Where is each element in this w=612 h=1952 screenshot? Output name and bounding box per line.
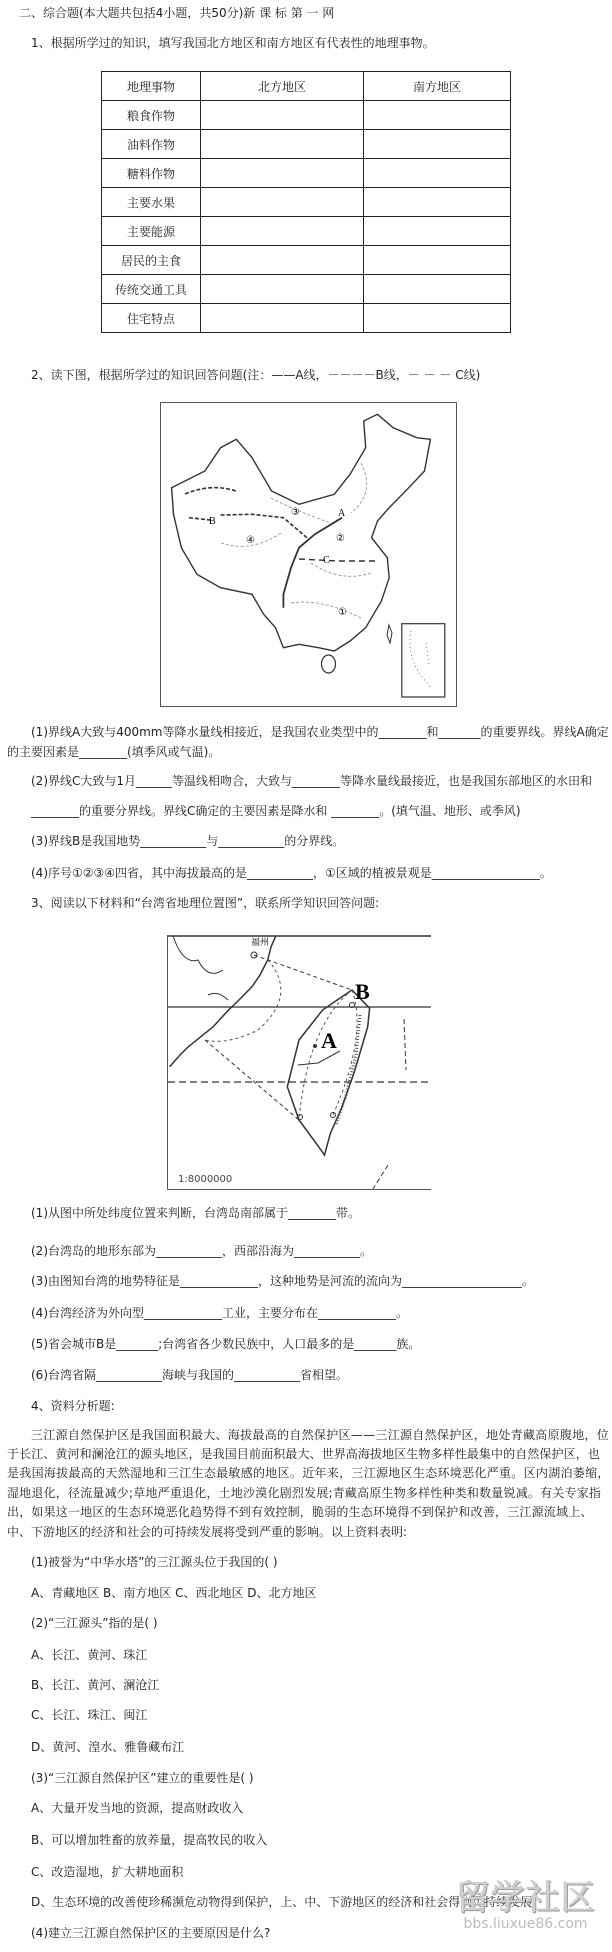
mainland-coast: [170, 937, 276, 1067]
q4-paragraph-line: 于长江、黄河和澜沧江的源头地区，是我国目前面积最大、世界高海拔地区生物多样性最集中的自然保护区，也: [7, 1447, 600, 1461]
answer-cell: [364, 304, 511, 333]
row-label: 主要能源: [102, 217, 201, 246]
map-label-a: A: [321, 1028, 337, 1053]
q4-title: 4、资料分析题:: [31, 1399, 115, 1413]
q3-item-5: (5)省会城市B是_______;台湾省各少数民族中，人口最多的是_______族。: [31, 1337, 421, 1351]
table-row: [102, 188, 511, 217]
map-label-c: C: [323, 555, 330, 566]
answer-cell: [364, 159, 511, 188]
q4-item: B、可以增加牲畜的放养量，提高牧民的收入: [31, 1833, 268, 1847]
table-row: [102, 101, 511, 130]
q2-line-1: (1)界线A大致与400mm等降水量线相接近，是我国农业类型中的________和_______的重要界线。界线A确定: [31, 725, 609, 739]
q4-item: D、黄河、湟水、雅鲁藏布江: [31, 1740, 185, 1754]
table-row: [102, 159, 511, 188]
row-label: 传统交通工具: [102, 275, 201, 304]
answer-cell: [201, 246, 364, 275]
map-label-a: A: [338, 508, 346, 519]
q2-line-5: (3)界线B是我国地势___________与___________的分界线。: [31, 834, 345, 848]
map-label-4: ④: [246, 535, 255, 546]
q2-line-3: (2)界线C大致与1月______等温线相吻合，大致与________等降水量线最接近，也是我国东部地区的水田和: [31, 774, 593, 788]
map-scale: 1:8000000: [178, 1174, 233, 1185]
city-label-fuzhou: 福州: [251, 938, 270, 948]
south-sea-inset: [402, 624, 445, 697]
answer-cell: [364, 217, 511, 246]
section-header: 二、综合题(本大题共包括4小题，共50分)新 课 标 第 一 网: [19, 6, 335, 20]
q4-item: A、青藏地区 B、南方地区 C、西北地区 D、北方地区: [31, 1586, 317, 1600]
map-label-1: ①: [338, 607, 347, 618]
answer-cell: [364, 246, 511, 275]
q4-paragraph-line: 出，如果这一地区的生态环境恶化趋势得不到有效控制，脆弱的生态环境得不到保护和改善，三江源流域上、: [7, 1505, 593, 1519]
answer-cell: [201, 304, 364, 333]
row-label: 粮食作物: [102, 101, 201, 130]
answer-cell: [201, 188, 364, 217]
q4-item: A、大量开发当地的资源，提高财政收入: [31, 1801, 244, 1815]
q4-item: (1)被誉为“中华水塔”的三江源头位于我国的( ): [31, 1555, 278, 1569]
answer-cell: [364, 101, 511, 130]
table-header-row: [102, 72, 511, 101]
map-label-3: ③: [291, 507, 300, 518]
q4-paragraph-line: 三江源自然保护区是我国面积最大、海拔最高的自然保护区——三江源自然保护区，地处青藏高原腹地，位: [31, 1428, 610, 1442]
map-label-2: ②: [336, 533, 345, 544]
table-header: 南方地区: [364, 72, 511, 101]
watermark-url: bbs.liuxue86.com: [463, 1916, 588, 1932]
table-row: [102, 246, 511, 275]
map-label-b: B: [209, 516, 216, 527]
china-map: [160, 402, 457, 707]
q1-title: 1、根据所学过的知识，填写我国北方地区和南方地区有代表性的地理事物。: [31, 36, 435, 50]
q2-line-2: 的主要因素是________(填季风或气温)。: [7, 745, 221, 759]
table-header: 北方地区: [201, 72, 364, 101]
answer-cell: [364, 275, 511, 304]
table-row: [102, 130, 511, 159]
q2-line-4: ________的重要分界线。界线C确定的主要因素是降水和 ________。(填气温、地形、或季风): [31, 804, 521, 818]
q3-item-4: (4)台湾经济为外向型_____________工业，主要分布在_____________。: [31, 1306, 408, 1320]
q4-paragraph-line: 是我国海拔最高的天然湿地和三江生态最敏感的地区。近年来，三江源地区生态环境恶化严重。区内湖泊萎缩，: [7, 1466, 610, 1480]
q3-item-1: (1)从图中所处纬度位置来判断，台湾岛南部属于________带。: [31, 1206, 361, 1220]
line-a: [283, 518, 342, 608]
geography-table: [101, 71, 511, 333]
q2-title: 2、读下图，根据所学过的知识回答问题(注：——A线，－－－－B线，－ － － C线): [31, 368, 481, 382]
q4-item: (2)“三江源头”指的是( ): [31, 1616, 158, 1630]
q3-item-3: (3)由图知台湾的地势特征是_____________，这种地势是河流的流向为____________________。: [31, 1274, 535, 1288]
row-label: 油料作物: [102, 130, 201, 159]
q4-item: C、改造湿地，扩大耕地面积: [31, 1865, 184, 1879]
answer-cell: [364, 188, 511, 217]
line-b: [185, 488, 307, 538]
q4-paragraph-line: 湿地退化，径流量减少;草地严重退化，土地沙漠化剧烈发展;青藏高原生物多样性种类和数量锐减。有关专家指: [7, 1486, 602, 1500]
q4-item: D、生态环境的改善使珍稀濒危动物得到保护，上、中、下游地区的经济和社会得到可持续发展。: [31, 1895, 545, 1909]
q4-item: A、长江、黄河、珠江: [31, 1648, 148, 1662]
map-label-b: B: [355, 979, 370, 1004]
table-header: 地理事物: [102, 72, 201, 101]
q3-title: 3、阅读以下材料和“台湾省地理位置图”，联系所学知识回答问题:: [31, 896, 380, 910]
row-label: 住宅特点: [102, 304, 201, 333]
table-row: [102, 275, 511, 304]
q4-item: (3)“三江源自然保护区”建立的重要性是( ): [31, 1771, 254, 1785]
table-row: [102, 217, 511, 246]
q4-item: (4)建立三江源自然保护区的主要原因是什么?: [31, 1926, 271, 1940]
answer-cell: [201, 217, 364, 246]
q3-item-2: (2)台湾岛的地形东部为___________，西部沿海为___________。: [31, 1244, 372, 1258]
watermark-logo: [448, 1880, 603, 1932]
answer-cell: [201, 130, 364, 159]
hainan-island: [322, 655, 336, 673]
q4-item: C、长江、珠江、闽江: [31, 1708, 148, 1722]
q4-item: B、长江、黄河、澜沧江: [31, 1678, 160, 1692]
watermark-logo-text: 留学社区: [455, 1878, 596, 1918]
answer-cell: [364, 130, 511, 159]
q2-line-6: (4)序号①②③④四省，其中海拔最高的是___________，①区域的植被景观是__________________。: [31, 866, 552, 880]
answer-cell: [201, 159, 364, 188]
table-row: [102, 304, 511, 333]
q3-item-6: (6)台湾省隔___________海峡与我国的___________省相望。: [31, 1368, 348, 1382]
row-label: 主要水果: [102, 188, 201, 217]
row-label: 糖料作物: [102, 159, 201, 188]
answer-cell: [201, 101, 364, 130]
row-label: 居民的主食: [102, 246, 201, 275]
answer-cell: [201, 275, 364, 304]
taiwan-map: [167, 935, 431, 1190]
line-c: [299, 559, 378, 561]
q4-paragraph-line: 中、下游地区的经济和社会的可持续发展将受到严重的影响。以上资料表明:: [7, 1525, 408, 1539]
taiwan-island: [387, 625, 392, 643]
